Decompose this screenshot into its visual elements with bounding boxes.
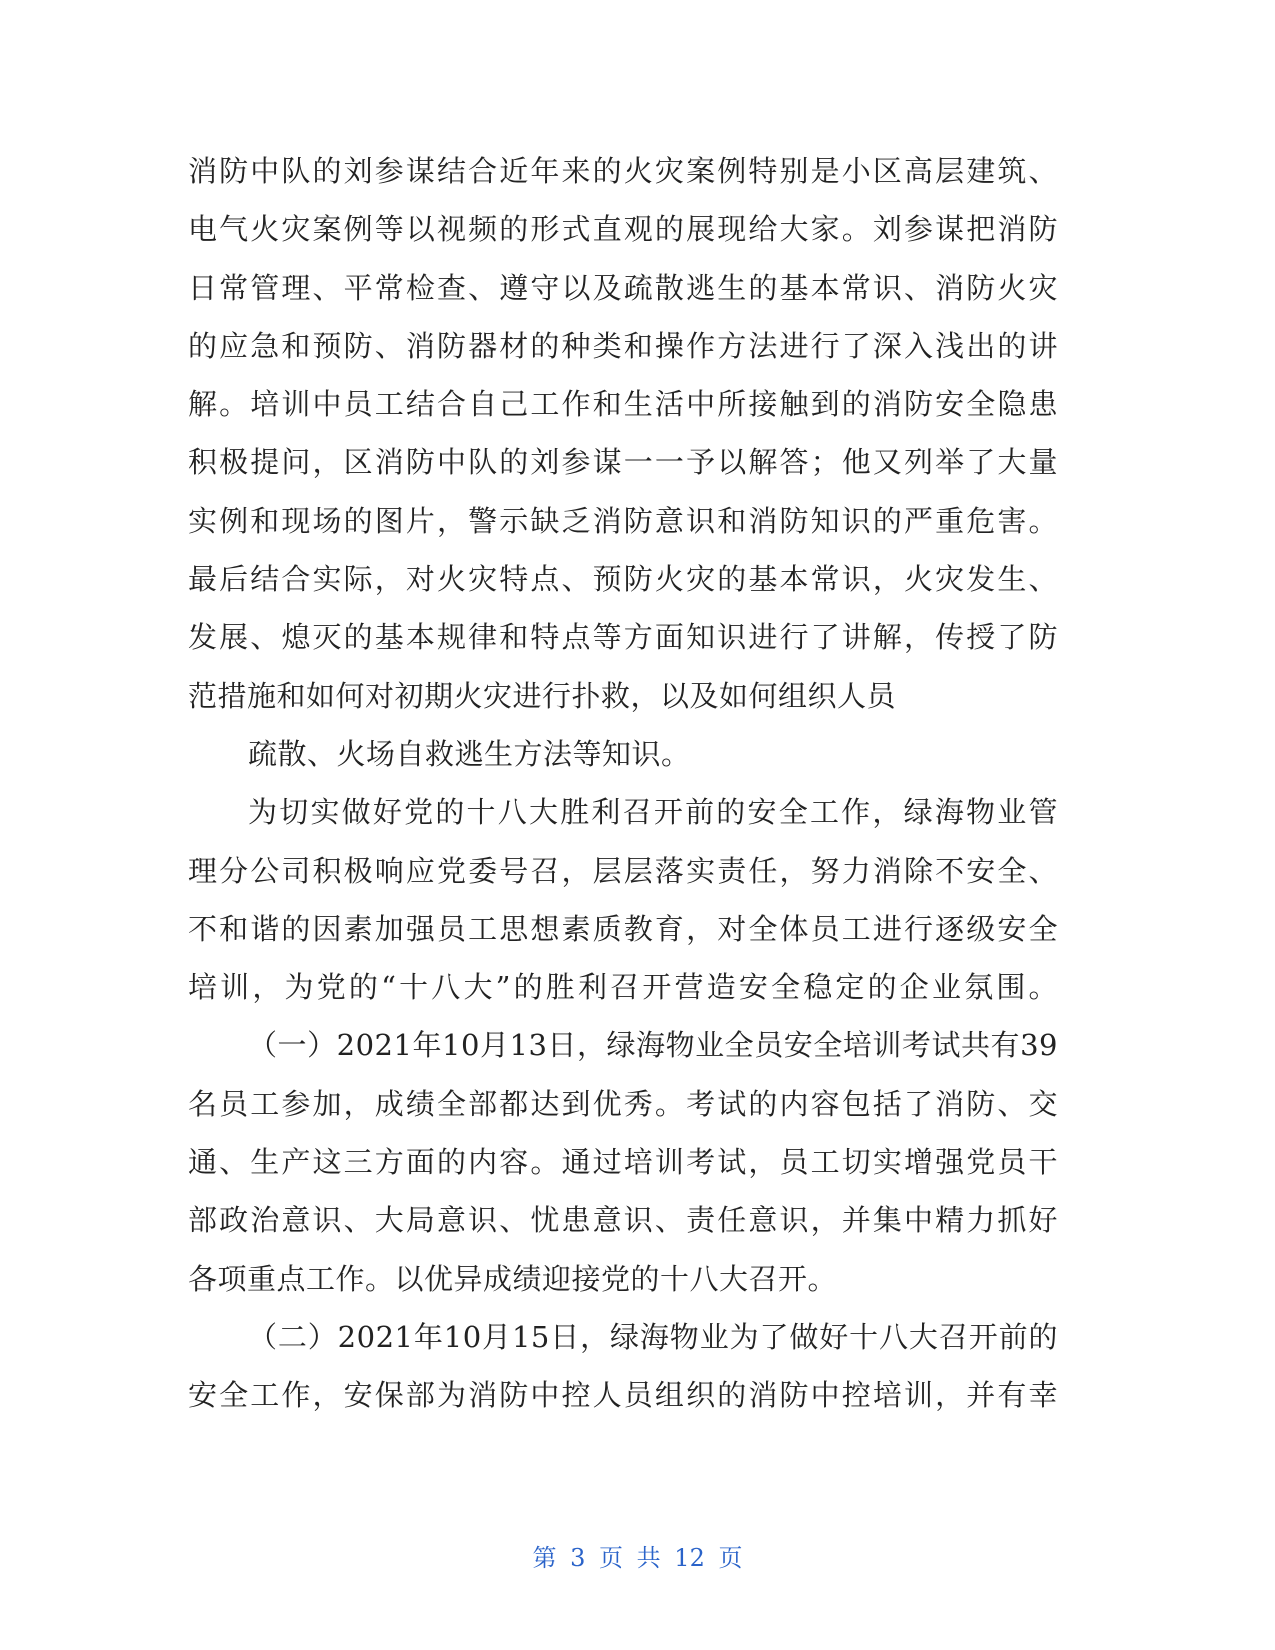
text-line: 积极提问，区消防中队的刘参谋一一予以解答；他又列举了大量 (188, 445, 1058, 480)
text-line: 各项重点工作。以优异成绩迎接党的十八大召开。 (188, 1261, 838, 1296)
text-line: 理分公司积极响应党委号召，层层落实责任，努力消除不安全、 (188, 853, 1058, 888)
text-line: 日常管理、平常检查、遵守以及疏散逃生的基本常识、消防火灾 (188, 270, 1058, 305)
text-line: 名员工参加，成绩全部都达到优秀。考试的内容包括了消防、交 (188, 1086, 1058, 1121)
text-line: 不和谐的因素加强员工思想素质教育，对全体员工进行逐级安全 (188, 911, 1058, 946)
text-line: 消防中队的刘参谋结合近年来的火灾案例特别是小区高层建筑、 (188, 154, 1058, 188)
text-line: （一）2021年10月13日，绿海物业全员安全培训考试共有39 (248, 1028, 1058, 1063)
text-line: 的应急和预防、消防器材的种类和操作方法进行了深入浅出的讲 (188, 328, 1058, 363)
text-line: 最后结合实际，对火灾特点、预防火灾的基本常识，火灾发生、 (188, 562, 1058, 597)
text-line: 解。培训中员工结合自己工作和生活中所接触到的消防安全隐患 (188, 387, 1058, 422)
text-line: 范措施和如何对初期火灾进行扑救，以及如何组织人员 (188, 678, 897, 713)
text-line: 实例和现场的图片，警示缺乏消防意识和消防知识的严重危害。 (188, 503, 1058, 538)
text-line: 部政治意识、大局意识、忧患意识、责任意识，并集中精力抓好 (188, 1203, 1058, 1238)
text-line: 为切实做好党的十八大胜利召开前的安全工作，绿海物业管 (248, 795, 1058, 830)
text-line: 疏散、火场自救逃生方法等知识。 (248, 736, 691, 771)
text-line: 安全工作，安保部为消防中控人员组织的消防中控培训，并有幸 (188, 1378, 1058, 1413)
text-line: 电气火灾案例等以视频的形式直观的展现给大家。刘参谋把消防 (188, 212, 1058, 247)
text-line: （二）2021年10月15日，绿海物业为了做好十八大召开前的 (248, 1319, 1058, 1354)
page-number-footer: 第 3 页 共 12 页 (532, 1544, 743, 1572)
document-body (188, 142, 1058, 1425)
text-line: 通、生产这三方面的内容。通过培训考试，员工切实增强党员干 (188, 1145, 1058, 1180)
text-lines (188, 142, 1058, 1425)
text-line: 发展、熄灭的基本规律和特点等方面知识进行了讲解，传授了防 (188, 620, 1058, 655)
text-line: 培训，为党的“十八大”的胜利召开营造安全稳定的企业氛围。 (188, 970, 1058, 1005)
